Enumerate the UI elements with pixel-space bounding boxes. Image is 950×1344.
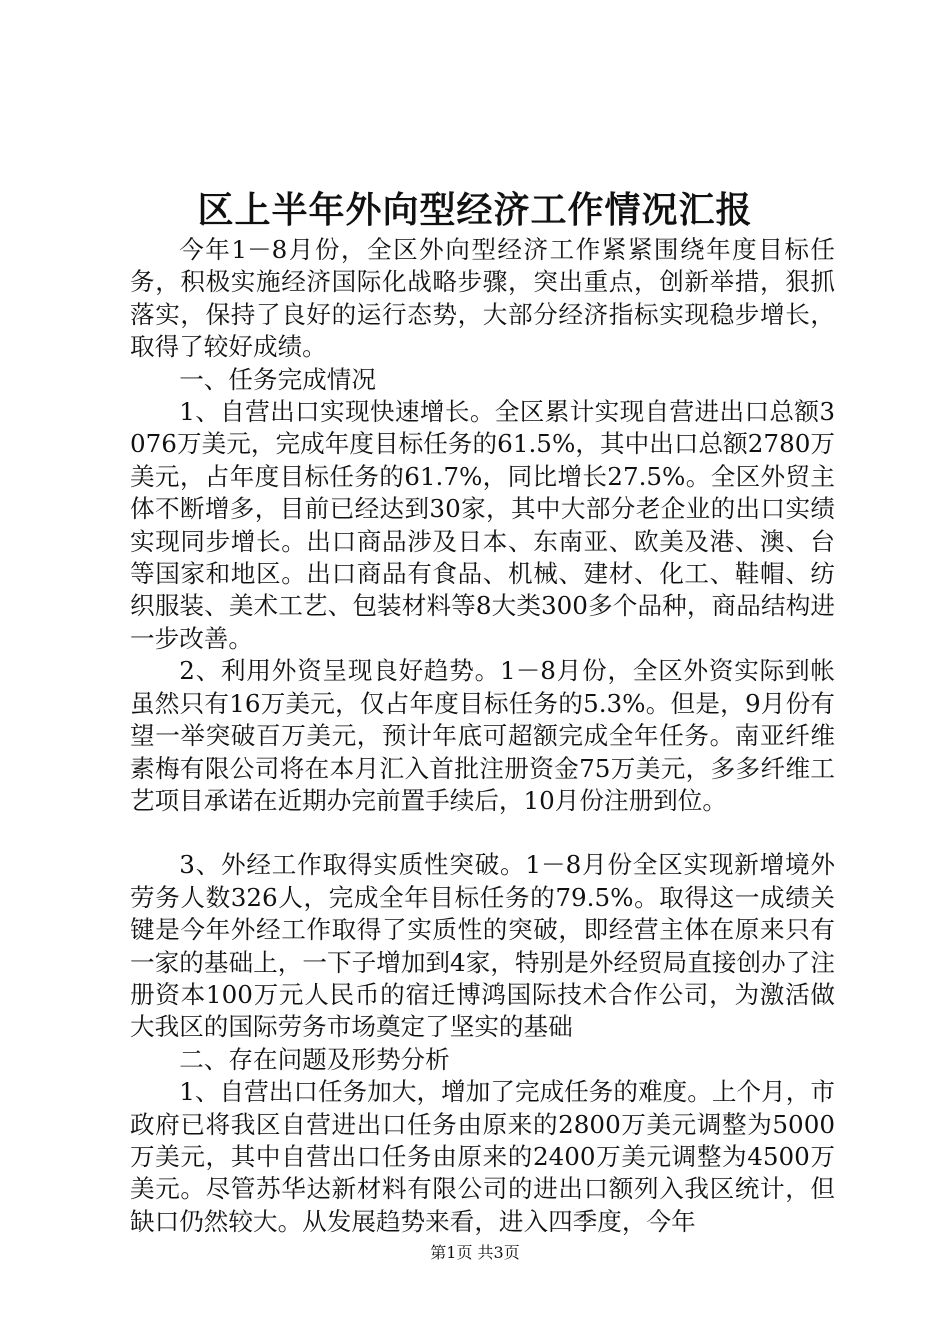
paragraph-export-growth: 1、自营出口实现快速增长。全区累计实现自营进出口总额3076万美元，完成年度目标任务的61.5%，其中出口总额2780万美元，占年度目标任务的61.7%，同比增长27.5%。全区外贸主体不断增多，目前已经达到30家，其中大部分老企业的出口实绩实现同步增长。出口商品涉及日本、东南亚、欧美及港、澳、台等国家和地区。出口商品有食品、机械、建材、化工、鞋帽、纺织服装、美术工艺、包装材料等8大类300多个品种，商品结构进一步改善。 bbox=[130, 397, 835, 653]
intro-paragraph: 今年1－8月份，全区外向型经济工作紧紧围绕年度目标任务，积极实施经济国际化战略步骤，突出重点，创新举措，狠抓落实，保持了良好的运行态势，大部分经济指标实现稳步增长，取得了较好成绩。 bbox=[130, 235, 835, 362]
document-title: 区上半年外向型经济工作情况汇报 bbox=[197, 189, 753, 231]
paragraph-foreign-investment: 2、利用外资呈现良好趋势。1－8月份，全区外资实际到帐虽然只有16万美元，仅占年度目标任务的5.3%。但是，9月份有望一举突破百万美元，预计年底可超额完成全年任务。南亚纤维素梅有限公司将在本月汇入首批注册资金75万美元，多多纤维工艺项目承诺在近期办完前置手续后，10月份注册到位。 bbox=[130, 656, 835, 815]
page-footer: 第1页 共3页 bbox=[430, 1243, 520, 1262]
section-heading-problems-analysis: 二、存在问题及形势分析 bbox=[179, 1044, 450, 1074]
section-heading-task-completion: 一、任务完成情况 bbox=[179, 364, 376, 394]
document-body bbox=[130, 234, 835, 1238]
paragraph-foreign-economic-work: 3、外经工作取得实质性突破。1－8月份全区实现新增境外劳务人数326人，完成全年目标任务的79.5%。取得这一成绩关键是今年外经工作取得了实质性的突破，即经营主体在原来只有一家的基础上，一下子增加到4家，特别是外经贸局直接创办了注册资本100万元人民币的宿迁博鸿国际技术合作公司，为激活做大我区的国际劳务市场奠定了坚实的基础 bbox=[130, 850, 835, 1042]
paragraph-export-task-increase: 1、自营出口任务加大，增加了完成任务的难度。上个月，市政府已将我区自营进出口任务由原来的2800万美元调整为5000万美元，其中自营出口任务由原来的2400万美元调整为4500万美元。尽管苏华达新材料有限公司的进出口额列入我区统计，但缺口仍然较大。从发展趋势来看，进入四季度，今年 bbox=[130, 1077, 835, 1236]
